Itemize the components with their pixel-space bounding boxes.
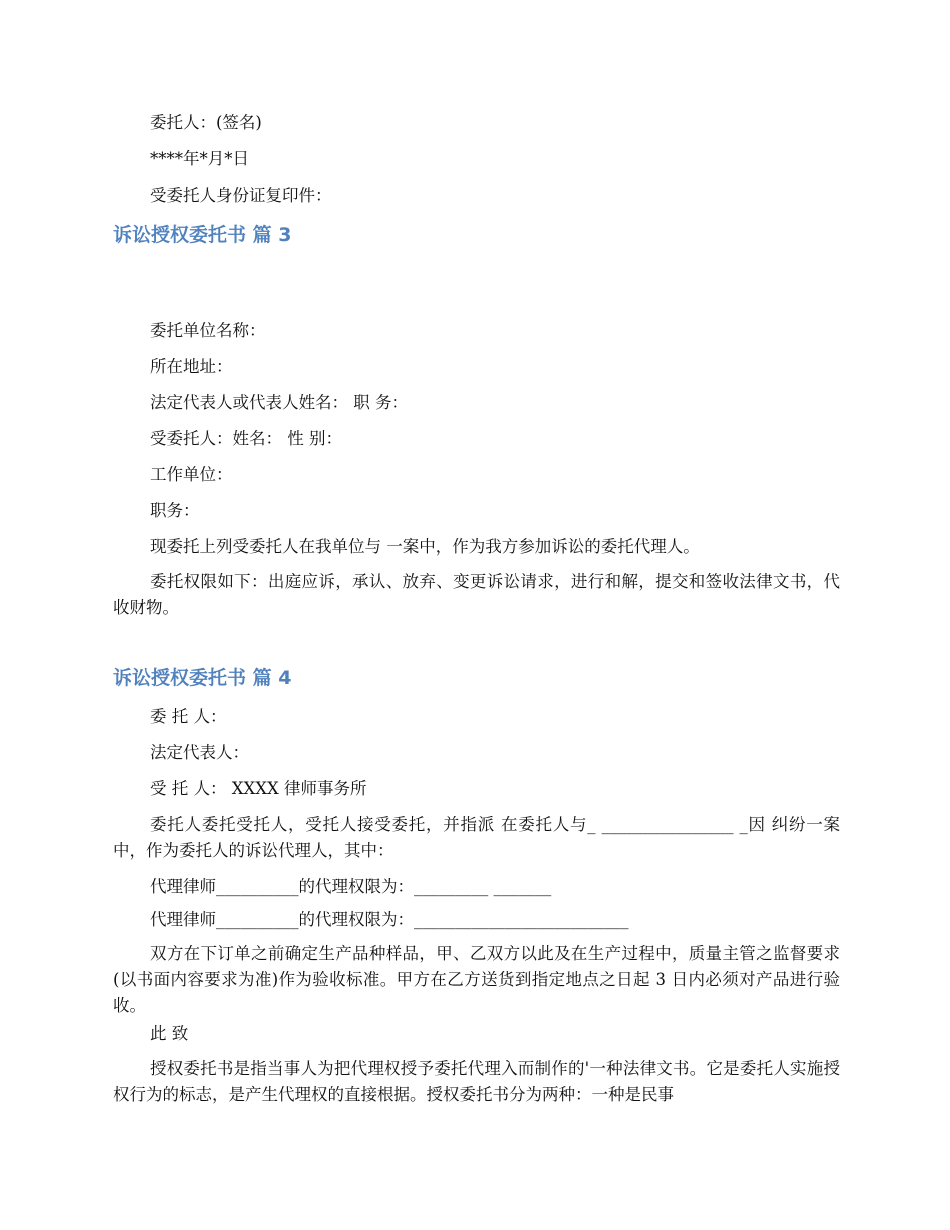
agent-name-gender-line: 受委托人：姓名： 性 别： bbox=[150, 429, 342, 448]
entrustment-statement: 现委托上列受委托人在我单位与 一案中，作为我方参加诉讼的委托代理人。 bbox=[150, 537, 700, 556]
lawyer-authority-line-1: 代理律师__________的代理权限为：_________ _______ bbox=[150, 877, 552, 896]
authority-scope-paragraph: 委托权限如下：出庭应诉，承认、放弃、变更诉讼请求，进行和解，提交和签收法律文书，代收财物。 bbox=[113, 572, 840, 617]
unit-address: 所在地址： bbox=[150, 357, 233, 376]
entrusting-unit-name: 委托单位名称： bbox=[150, 321, 266, 340]
closing-salutation: 此 致 bbox=[150, 1024, 189, 1043]
lawyer-authority-line-2: 代理律师__________的代理权限为：__________________________ bbox=[150, 910, 629, 929]
id-copy-line: 受委托人身份证复印件： bbox=[150, 186, 332, 205]
trustee-line: 受 托 人： XXXX 律师事务所 bbox=[150, 779, 367, 798]
legal-representative-line: 法定代表人或代表人姓名： 职 务： bbox=[150, 393, 408, 412]
section4-heading: 诉讼授权委托书 篇 4 bbox=[113, 667, 292, 689]
legal-rep-line: 法定代表人： bbox=[150, 743, 249, 762]
work-unit-line: 工作单位： bbox=[150, 465, 233, 484]
principal-line: 委 托 人： bbox=[150, 707, 227, 726]
position-line: 职务： bbox=[150, 501, 200, 520]
principal-signature-line: 委托人：(签名) bbox=[150, 113, 262, 132]
entrustment-paragraph: 委托人委托受托人，受托人接受委托，并指派 在委托人与_ ________________ _因 纠纷一案中，作为委托人的诉讼代理人，其中： bbox=[113, 815, 840, 860]
definition-paragraph: 授权委托书是指当事人为把代理权授予委托代理入而制作的'一种法律文书。它是委托人实施授权行为的标志，是产生代理权的直接根据。授权委托书分为两种：一种是民事 bbox=[113, 1059, 840, 1104]
section3-heading: 诉讼授权委托书 篇 3 bbox=[113, 224, 292, 246]
date-line: ****年*月*日 bbox=[150, 149, 249, 168]
acceptance-paragraph: 双方在下订单之前确定生产品种样品，甲、乙双方以此及在生产过程中，质量主管之监督要求(以书面内容要求为准)作为验收标准。甲方在乙方送货到指定地点之日起 3 日内必须对产品进行验收。 bbox=[113, 944, 840, 1015]
